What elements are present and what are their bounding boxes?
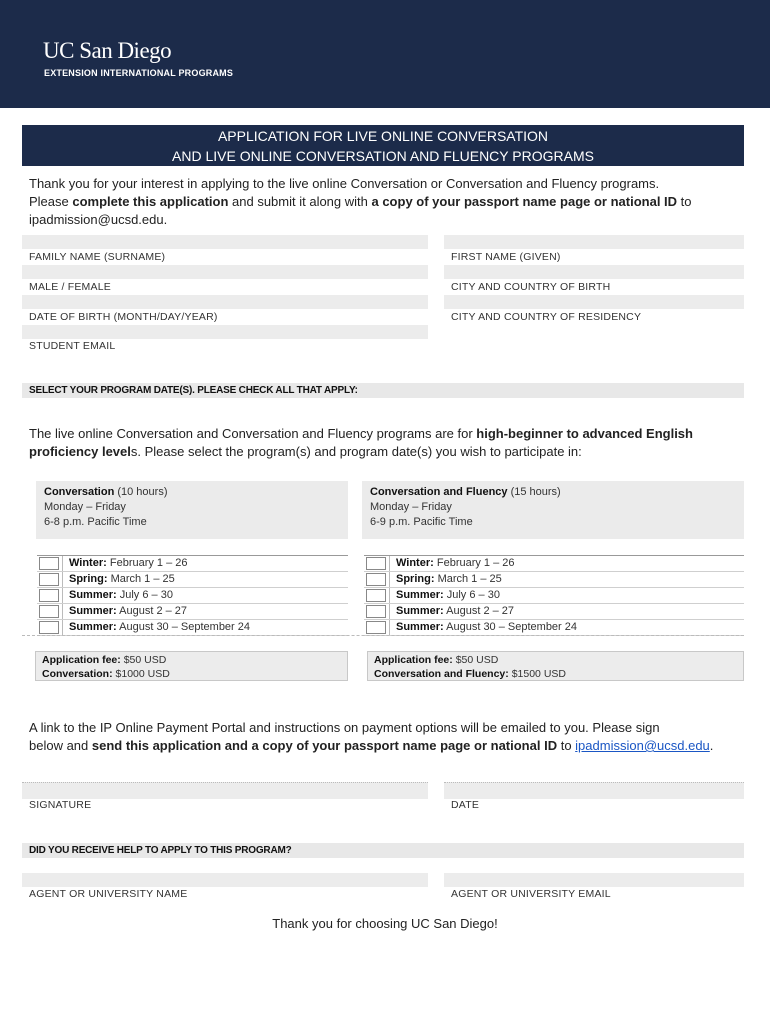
date-label: Spring: March 1 – 25 <box>69 573 175 585</box>
checkbox-cell <box>364 620 390 635</box>
intro-line1: Thank you for your interest in applying to the live online Conversation or Conversation and Fluency programs. <box>29 176 660 191</box>
dob-label: DATE OF BIRTH (MONTH/DAY/YEAR) <box>29 311 218 323</box>
agent-email-label: AGENT OR UNIVERSITY EMAIL <box>451 888 611 900</box>
date-label: Summer: July 6 – 30 <box>396 589 500 601</box>
program-conversation-fluency: Conversation and Fluency (15 hours) Monday – Friday 6-9 p.m. Pacific Time <box>362 481 744 539</box>
agent-email-input[interactable] <box>444 873 744 887</box>
program-name: Conversation and Fluency <box>370 486 508 498</box>
form-title-line1: APPLICATION FOR LIVE ONLINE CONVERSATION <box>217 128 549 144</box>
email-link[interactable]: ipadmission@ucsd.edu <box>575 738 710 753</box>
date-row <box>37 620 348 636</box>
date-row <box>37 604 348 620</box>
birth-place-input[interactable] <box>444 265 744 279</box>
fluency-dates-table <box>364 555 744 636</box>
header-banner <box>0 0 770 108</box>
checkbox-cell <box>37 556 63 571</box>
date-label: Summer: August 2 – 27 <box>396 605 515 617</box>
program-days: Monday – Friday <box>370 501 452 513</box>
date-checkbox[interactable] <box>366 589 386 602</box>
signature-label: SIGNATURE <box>29 799 92 811</box>
program-conversation: Conversation (10 hours) Monday – Friday 6-8 p.m. Pacific Time <box>36 481 348 539</box>
date-label: Winter: February 1 – 26 <box>396 557 515 569</box>
checkbox-cell <box>37 604 63 619</box>
gender-label: MALE / FEMALE <box>29 281 111 293</box>
program-name: Conversation <box>44 486 115 498</box>
checkbox-cell <box>364 556 390 571</box>
date-checkbox[interactable] <box>39 605 59 618</box>
gender-input[interactable] <box>22 265 428 279</box>
date-label: Spring: March 1 – 25 <box>396 573 502 585</box>
form-title <box>22 125 744 166</box>
date-checkbox[interactable] <box>366 621 386 634</box>
logo-subtitle: EXTENSION INTERNATIONAL PROGRAMS <box>44 68 234 78</box>
checkbox-cell <box>37 620 63 635</box>
checkbox-cell <box>37 588 63 603</box>
birth-place-label: CITY AND COUNTRY OF BIRTH <box>451 281 611 293</box>
help-heading: DID YOU RECEIVE HELP TO APPLY TO THIS PROGRAM? <box>22 843 744 858</box>
date-label: Summer: August 2 – 27 <box>69 605 188 617</box>
form-title-line2: AND LIVE ONLINE CONVERSATION AND FLUENCY PROGRAMS <box>172 148 594 164</box>
payment-line1: A link to the IP Online Payment Portal and instructions on payment options will be emailed to you. Please sign <box>29 720 660 735</box>
date-row <box>37 556 348 572</box>
payment-paragraph <box>29 719 749 755</box>
program-time: 6-8 p.m. Pacific Time <box>44 516 147 528</box>
program-days: Monday – Friday <box>44 501 126 513</box>
family-name-input[interactable] <box>22 235 428 249</box>
conversation-dates-table <box>37 555 348 636</box>
date-row <box>364 556 744 572</box>
email-label: STUDENT EMAIL <box>29 340 116 352</box>
checkbox-cell <box>364 604 390 619</box>
program-intro <box>29 425 749 461</box>
date-row <box>37 572 348 588</box>
date-checkbox[interactable] <box>39 557 59 570</box>
date-label: Winter: February 1 – 26 <box>69 557 188 569</box>
signature-input[interactable] <box>22 782 428 799</box>
program-intro-line1: The live online Conversation and Conversation and Fluency programs are for high-beginner to advanced English <box>29 426 693 441</box>
date-row <box>364 604 744 620</box>
checkbox-cell <box>364 572 390 587</box>
intro-paragraph <box>29 175 749 229</box>
checkbox-cell <box>37 572 63 587</box>
program-time: 6-9 p.m. Pacific Time <box>370 516 473 528</box>
date-label: DATE <box>451 799 480 811</box>
checkbox-cell <box>364 588 390 603</box>
fluency-fee-box: Application fee: $50 USD Conversation and Fluency: $1500 USD <box>367 651 744 681</box>
date-checkbox[interactable] <box>366 605 386 618</box>
date-row <box>364 572 744 588</box>
payment-line2: below and send this application and a copy of your passport name page or national ID to ipadmission@ucsd.edu. <box>29 738 714 753</box>
agent-name-label: AGENT OR UNIVERSITY NAME <box>29 888 188 900</box>
intro-line2: Please complete this application and submit it along with a copy of your passport name page or national ID to <box>29 194 692 209</box>
first-name-label: FIRST NAME (GIVEN) <box>451 251 561 263</box>
date-checkbox[interactable] <box>366 573 386 586</box>
date-input[interactable] <box>444 782 744 799</box>
date-checkbox[interactable] <box>39 621 59 634</box>
agent-name-input[interactable] <box>22 873 428 887</box>
email-input[interactable] <box>22 325 428 339</box>
footer-thanks: Thank you for choosing UC San Diego! <box>272 916 498 931</box>
divider <box>22 635 744 636</box>
date-checkbox[interactable] <box>366 557 386 570</box>
dob-input[interactable] <box>22 295 428 309</box>
date-row <box>364 620 744 636</box>
first-name-input[interactable] <box>444 235 744 249</box>
intro-line3: ipadmission@ucsd.edu. <box>29 212 168 227</box>
conversation-fee-box: Application fee: $50 USD Conversation: $1000 USD <box>35 651 348 681</box>
ucsd-logo: UC San Diego <box>43 38 172 63</box>
residency-label: CITY AND COUNTRY OF RESIDENCY <box>451 311 642 323</box>
date-checkbox[interactable] <box>39 589 59 602</box>
family-name-label: FAMILY NAME (SURNAME) <box>29 251 166 263</box>
date-row <box>37 588 348 604</box>
date-label: Summer: August 30 – September 24 <box>69 621 251 633</box>
date-checkbox[interactable] <box>39 573 59 586</box>
date-row <box>364 588 744 604</box>
program-intro-line2: proficiency levels. Please select the program(s) and program date(s) you wish to participate in: <box>29 444 582 459</box>
date-label: Summer: August 30 – September 24 <box>396 621 578 633</box>
date-label: Summer: July 6 – 30 <box>69 589 173 601</box>
select-dates-heading: SELECT YOUR PROGRAM DATE(S). PLEASE CHECK ALL THAT APPLY: <box>22 383 744 398</box>
residency-input[interactable] <box>444 295 744 309</box>
